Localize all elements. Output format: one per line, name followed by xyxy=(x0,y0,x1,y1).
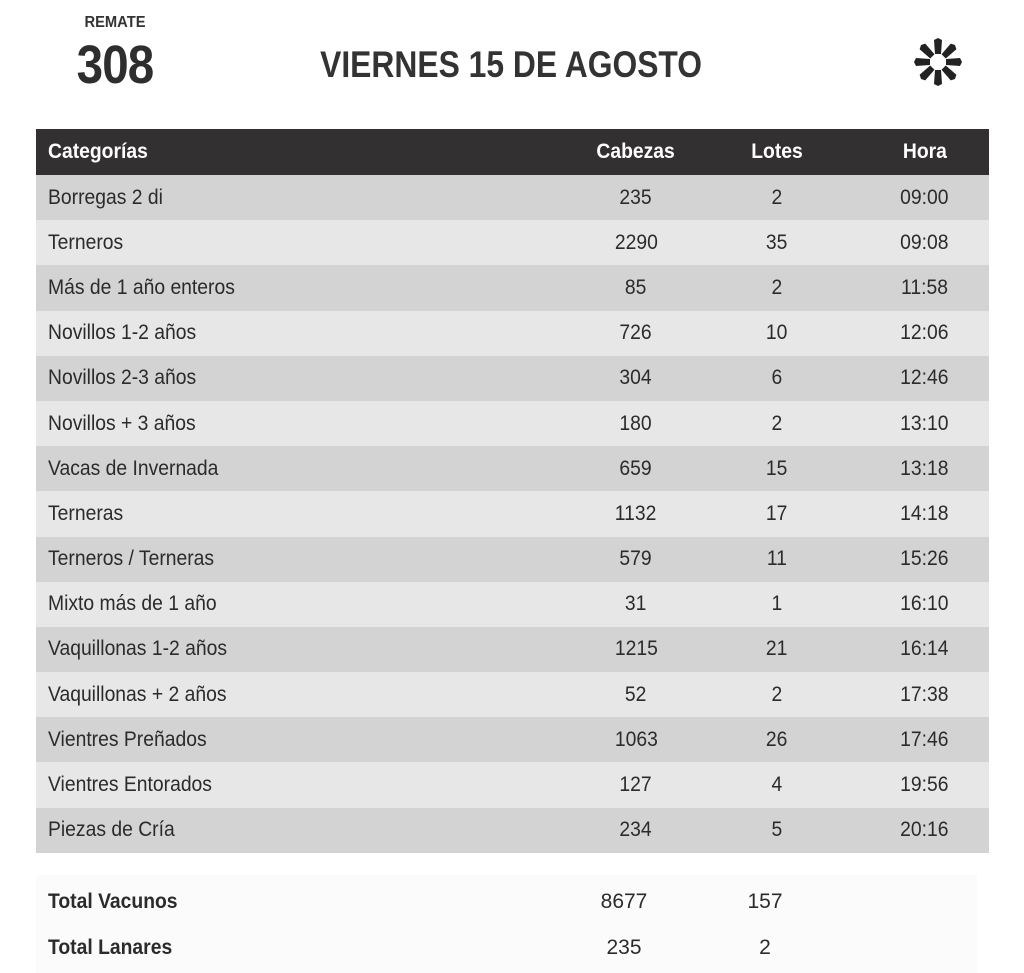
cell-hora: 13:10 xyxy=(900,411,949,435)
cell-lotes: 21 xyxy=(766,637,788,661)
cell-cabezas: 304 xyxy=(619,366,653,390)
cell-lotes: 2 xyxy=(771,682,783,706)
cell-hora: 12:06 xyxy=(900,321,949,345)
total-label: Total Lanares xyxy=(48,936,173,959)
remate-label: REMATE xyxy=(84,14,146,31)
cell-cabezas: 52 xyxy=(625,682,647,706)
cell-lotes: 4 xyxy=(771,773,783,797)
cell-cabezas: 1063 xyxy=(614,727,658,751)
cell-cabezas: 235 xyxy=(619,185,653,209)
cell-hora: 09:08 xyxy=(900,230,949,254)
cell-categoria: Novillos 2-3 años xyxy=(48,366,197,390)
total-cabezas: 8677 xyxy=(600,890,648,913)
cell-categoria: Borregas 2 di xyxy=(48,185,163,209)
totals-section xyxy=(36,875,977,973)
cell-lotes: 26 xyxy=(766,727,788,751)
table-body xyxy=(36,175,989,853)
table-row xyxy=(36,717,989,762)
table-row xyxy=(36,672,989,717)
cell-categoria: Vientres Preñados xyxy=(48,727,207,751)
table-row xyxy=(36,491,989,536)
cell-lotes: 17 xyxy=(766,501,788,525)
page-header xyxy=(0,0,1024,120)
cell-cabezas: 2290 xyxy=(614,230,658,254)
total-cabezas: 235 xyxy=(606,936,642,959)
cell-hora: 14:18 xyxy=(900,501,949,525)
column-header-cabezas: Cabezas xyxy=(596,140,676,163)
cell-hora: 12:46 xyxy=(900,366,949,390)
column-header-hora: Hora xyxy=(902,140,947,163)
cell-hora: 20:16 xyxy=(900,818,949,842)
cell-cabezas: 726 xyxy=(619,321,653,345)
cell-categoria: Novillos + 3 años xyxy=(48,411,196,435)
table-row xyxy=(36,265,989,310)
page-title: VIERNES 15 DE AGOSTO xyxy=(320,44,703,85)
cell-hora: 16:10 xyxy=(900,592,949,616)
cell-categoria: Terneros xyxy=(48,230,124,254)
cell-cabezas: 659 xyxy=(619,456,653,480)
cell-lotes: 10 xyxy=(766,321,788,345)
table-row xyxy=(36,808,989,853)
cell-cabezas: 180 xyxy=(619,411,653,435)
cell-hora: 17:46 xyxy=(900,727,949,751)
cell-cabezas: 234 xyxy=(619,818,653,842)
cell-categoria: Más de 1 año enteros xyxy=(48,275,235,299)
cell-hora: 16:14 xyxy=(900,637,949,661)
cell-hora: 19:56 xyxy=(900,773,949,797)
cell-categoria: Mixto más de 1 año xyxy=(48,592,217,616)
cell-categoria: Vaquillonas 1-2 años xyxy=(48,637,228,661)
schedule-table xyxy=(36,129,989,853)
table-row xyxy=(36,311,989,356)
total-lotes: 2 xyxy=(759,936,771,959)
asterisk-logo-icon xyxy=(912,36,964,88)
cell-lotes: 6 xyxy=(771,366,783,390)
cell-hora: 15:26 xyxy=(900,547,949,571)
cell-categoria: Piezas de Cría xyxy=(48,818,175,842)
cell-categoria: Terneros / Terneras xyxy=(48,547,215,571)
cell-cabezas: 127 xyxy=(619,773,653,797)
cell-hora: 17:38 xyxy=(900,682,949,706)
cell-cabezas: 579 xyxy=(619,547,653,571)
cell-lotes: 1 xyxy=(771,592,783,616)
cell-cabezas: 1215 xyxy=(614,637,658,661)
cell-lotes: 5 xyxy=(771,818,783,842)
table-header-row xyxy=(36,129,989,175)
cell-lotes: 15 xyxy=(766,456,788,480)
cell-lotes: 11 xyxy=(766,547,788,571)
cell-categoria: Novillos 1-2 años xyxy=(48,321,197,345)
cell-categoria: Vacas de Invernada xyxy=(48,456,219,480)
cell-hora: 09:00 xyxy=(900,185,949,209)
table-row xyxy=(36,356,989,401)
table-row xyxy=(36,627,989,672)
table-row xyxy=(36,401,989,446)
total-label: Total Vacunos xyxy=(48,890,178,913)
total-row-lanares xyxy=(36,924,977,970)
cell-hora: 11:58 xyxy=(901,275,948,299)
cell-lotes: 2 xyxy=(771,411,783,435)
remate-number: 308 xyxy=(76,35,154,95)
table-row xyxy=(36,762,989,807)
cell-categoria: Terneras xyxy=(48,501,124,525)
table-row xyxy=(36,537,989,582)
column-header-categorias: Categorías xyxy=(48,140,148,163)
table-row xyxy=(36,446,989,491)
schedule-table-wrapper xyxy=(36,129,977,853)
cell-lotes: 2 xyxy=(771,275,783,299)
table-row xyxy=(36,582,989,627)
cell-hora: 13:18 xyxy=(900,456,949,480)
cell-cabezas: 1132 xyxy=(615,501,657,525)
cell-categoria: Vaquillonas + 2 años xyxy=(48,682,227,706)
column-header-lotes: Lotes xyxy=(751,140,803,163)
cell-lotes: 2 xyxy=(771,185,783,209)
cell-cabezas: 31 xyxy=(625,592,647,616)
table-row xyxy=(36,175,989,220)
total-lotes: 157 xyxy=(747,890,783,913)
total-row-vacunos xyxy=(36,878,977,924)
table-row xyxy=(36,220,989,265)
cell-cabezas: 85 xyxy=(625,275,647,299)
cell-lotes: 35 xyxy=(766,230,788,254)
cell-categoria: Vientres Entorados xyxy=(48,773,212,797)
